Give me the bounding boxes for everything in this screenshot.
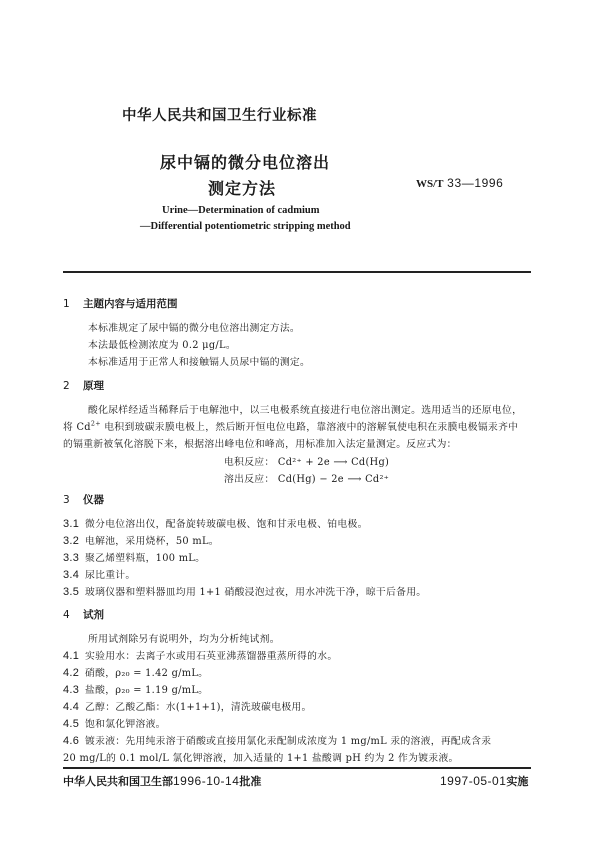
principle-paragraph-line3: 的镉重新被氧化溶脱下来，根据溶出峰电位和峰高，用标准加入法定量测定。反应式为：	[63, 439, 457, 450]
instrument-item: 3.2 电解池，采用烧杯，50 mL。	[63, 535, 219, 547]
deposition-reaction: 电积反应： Cd²⁺ + 2e ⟶ Cd(Hg)	[224, 457, 390, 468]
section-4-heading: 4 试剂	[63, 609, 104, 621]
approval-date: 1996-10-14	[173, 774, 240, 788]
effective-date: 1997-05-01	[440, 774, 507, 788]
section-3-heading: 3 仪器	[63, 494, 104, 506]
reagent-item: 4.2 硝酸，ρ₂₀ = 1.42 g/mL。	[63, 667, 209, 679]
document-title-line2: 测定方法	[208, 179, 277, 198]
standard-prefix: WS/T	[416, 178, 444, 190]
footer-divider	[63, 767, 531, 769]
reagent-item: 4.4 乙醇：乙酸乙酯：水(1+1+1)，清洗玻碳电极用。	[63, 701, 312, 713]
reagent-item: 4.3 盐酸，ρ₂₀ = 1.19 g/mL。	[63, 684, 209, 696]
section-1-heading: 1 主题内容与适用范围	[63, 298, 178, 310]
reagent-item-continuation: 20 mg/L的 0.1 mol/L 氯化钾溶液，加入适量的 1+1 盐酸调 pH 约为 2 作为镀汞液。	[63, 753, 459, 764]
issuing-body-heading: 中华人民共和国卫生行业标准	[122, 108, 317, 124]
effective-line: 1997-05-01实施	[440, 774, 529, 788]
instrument-item: 3.1 微分电位溶出仪，配备旋转玻碳电极、饱和甘汞电极、铂电极。	[63, 518, 368, 530]
header-divider	[63, 271, 531, 273]
english-title-line1: Urine—Determination of cadmium	[162, 205, 320, 216]
standard-number	[416, 176, 503, 190]
reagent-intro: 所用试剂除另有说明外，均为分析纯试剂。	[88, 634, 280, 645]
english-title-line2: —Differential potentiometric stripping method	[140, 221, 351, 232]
document-title-line1: 尿中镉的微分电位溶出	[160, 153, 331, 172]
instrument-item: 3.3 聚乙烯塑料瓶，100 mL。	[63, 552, 206, 564]
principle-paragraph-line2: 将 $Cd^{2+}$ 电积到玻碳汞膜电极上，然后断开恒电位电路，靠溶液中的溶解氧使电积在汞膜电极镉汞齐中	[63, 419, 519, 433]
reagent-item: 4.1 实验用水：去离子水或用石英亚沸蒸馏器重蒸所得的水。	[63, 650, 338, 662]
section-1-line: 本标准适用于正常人和接触镉人员尿中镉的测定。	[88, 357, 311, 368]
section-1-line: 本法最低检测浓度为 0.2 μg/L。	[88, 340, 236, 351]
reagent-item: 4.6 镀汞液：先用纯汞溶于硝酸或直接用氯化汞配制成浓度为 1 mg/mL 汞的溶液，再配成含汞	[63, 735, 492, 747]
principle-paragraph-line1: 酸化尿样经适当稀释后于电解池中，以三电极系统直接进行电位溶出测定。选用适当的还原电位，	[88, 405, 523, 416]
approval-line: 中华人民共和国卫生部1996-10-14批准	[63, 774, 262, 788]
reagent-item: 4.5 饱和氯化钾溶液。	[63, 718, 166, 730]
section-2-heading: 2 原理	[63, 380, 104, 392]
instrument-item: 3.4 尿比重计。	[63, 569, 136, 581]
standard-code: 33—1996	[447, 176, 504, 190]
section-1-line: 本标准规定了尿中镉的微分电位溶出测定方法。	[88, 323, 301, 334]
stripping-reaction: 溶出反应： Cd(Hg) − 2e ⟶ Cd²⁺	[224, 474, 390, 485]
instrument-item: 3.5 玻璃仪器和塑料器皿均用 1+1 硝酸浸泡过夜，用水冲洗干净，晾干后备用。	[63, 586, 427, 598]
